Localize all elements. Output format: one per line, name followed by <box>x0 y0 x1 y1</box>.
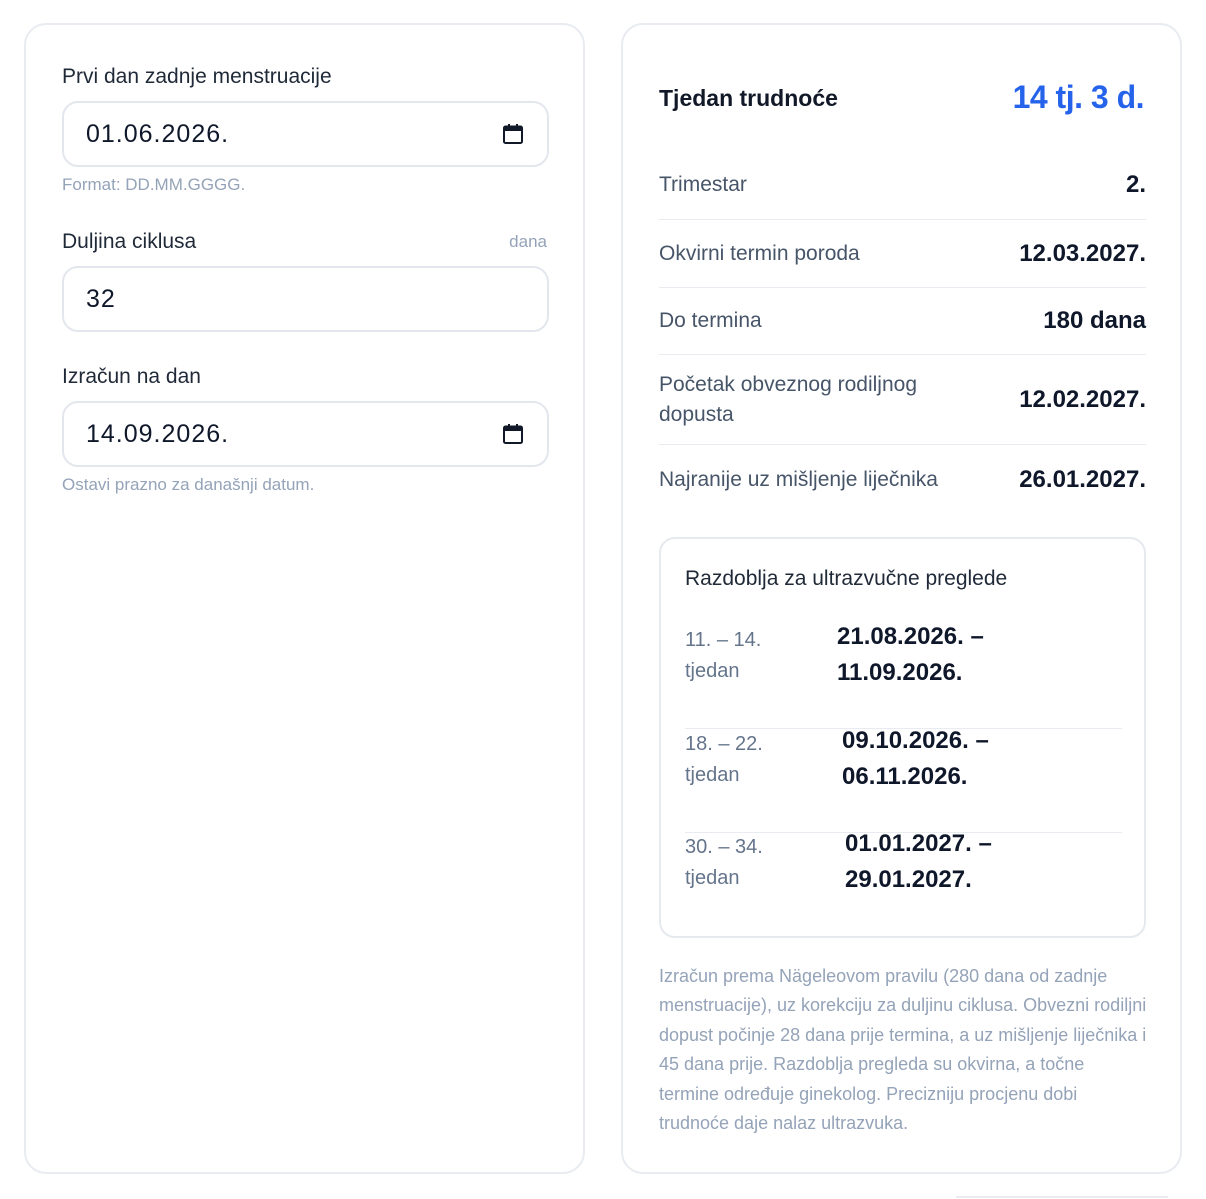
lmp-date-input[interactable] <box>62 101 549 167</box>
calc-date-label: Izračun na dan <box>62 365 201 388</box>
cycle-length-input[interactable] <box>62 266 549 332</box>
ultrasound-title: Razdoblja za ultrazvučne preglede <box>685 567 1008 590</box>
stat-value: 180 dana <box>1043 307 1146 334</box>
stat-row-due-date <box>659 220 1146 288</box>
stat-label: Okvirni termin poroda <box>659 241 860 265</box>
cycle-length-label: Duljina ciklusa <box>62 230 197 253</box>
stat-value: 12.03.2027. <box>1019 239 1146 267</box>
stat-label: Trimestar <box>659 173 747 196</box>
divider <box>956 1196 1168 1198</box>
calendar-icon[interactable] <box>501 122 525 146</box>
stat-label: Do termina <box>659 309 762 332</box>
lmp-label: Prvi dan zadnje menstruacije <box>62 65 332 88</box>
calendar-icon[interactable] <box>501 422 525 446</box>
calculation-footnote: Izračun prema Nägeleovom pravilu (280 dana od zadnje menstruacije), uz korekciju za duljinu ciklusa. Obvezni rodiljni dopust počinje 28 dana prije termina, a uz mišljenje liječnika i 45 dana prije. Razdoblja pregleda su okvirna, a točne termine određuje ginekolog. Precizniju procjenu dobi trudnoće daje nalaz ultrazvuka. <box>659 966 1147 1134</box>
stat-row-trimester <box>659 151 1146 220</box>
pregnancy-week-value: 14 tj. 3 d. <box>1012 79 1144 115</box>
lmp-format-hint: Format: DD.MM.GGGG. <box>62 175 246 194</box>
stat-row-earliest-leave <box>659 445 1146 514</box>
ultrasound-periods-box <box>659 537 1146 938</box>
lmp-date-value: 01.06.2026. <box>86 119 230 148</box>
ultrasound-weeks: 30. – 34. tjedan <box>685 836 763 889</box>
stat-row-days-left <box>659 288 1146 355</box>
ultrasound-weeks: 11. – 14. tjedan <box>685 629 762 682</box>
pregnancy-week-label: Tjedan trudnoće <box>659 85 838 111</box>
input-form-card <box>24 23 585 1174</box>
stat-row-leave-start <box>659 355 1146 445</box>
stat-value: 26.01.2027. <box>1019 465 1146 493</box>
ultrasound-date-range: 01.01.2027. – 29.01.2027. <box>845 830 992 893</box>
stat-label: Najranije uz mišljenje liječnika <box>659 467 938 491</box>
stat-label: Početak obveznog rodiljnog dopusta <box>659 372 918 426</box>
ultrasound-weeks: 18. – 22. tjedan <box>685 733 763 786</box>
cycle-length-value: 32 <box>86 284 116 313</box>
calc-date-value: 14.09.2026. <box>86 419 230 448</box>
cycle-length-unit: dana <box>509 232 547 251</box>
stat-value: 2. <box>1125 171 1146 198</box>
ultrasound-date-range: 09.10.2026. – 06.11.2026. <box>842 727 989 790</box>
ultrasound-date-range: 21.08.2026. – 11.09.2026. <box>837 623 984 686</box>
ultrasound-period-row <box>685 625 1122 729</box>
results-card <box>621 23 1182 1174</box>
calc-date-hint: Ostavi prazno za današnji datum. <box>62 475 315 494</box>
stat-value: 12.02.2027. <box>1019 385 1146 413</box>
ultrasound-period-row <box>685 832 1122 936</box>
calc-date-input[interactable] <box>62 401 549 467</box>
ultrasound-period-row <box>685 729 1122 833</box>
